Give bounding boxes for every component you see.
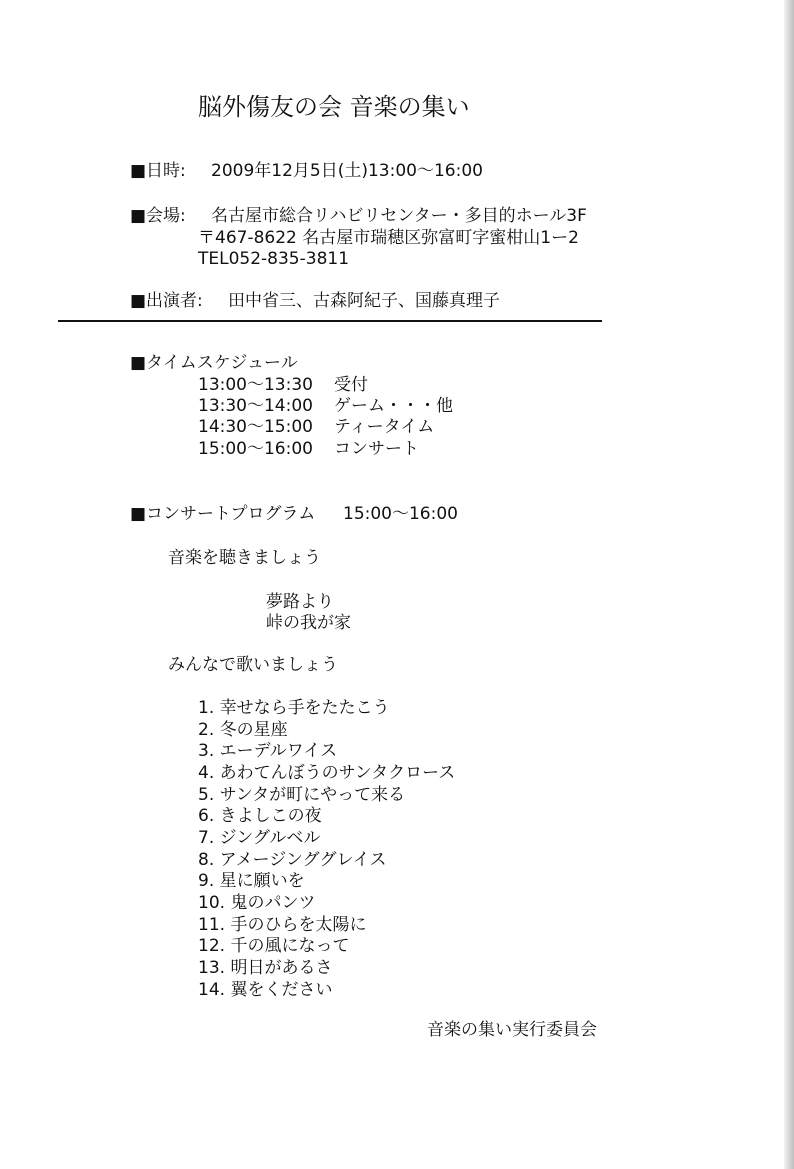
song-item: 5. サンタが町にやって来る: [198, 785, 406, 805]
datetime-label: ■日時:: [130, 161, 186, 181]
venue-tel: TEL052-835-3811: [198, 249, 350, 269]
venue-name: 名古屋市総合リハビリセンター・多目的ホール3F: [211, 206, 587, 226]
venue-label: ■会場:: [130, 206, 186, 226]
datetime-value: 2009年12月5日(土)13:00〜16:00: [211, 161, 483, 181]
song-item: 11. 手のひらを太陽に: [198, 915, 367, 935]
venue-address: 〒467-8622 名古屋市瑞穂区弥富町字蜜柑山1ー2: [198, 228, 579, 248]
listen-item: 峠の我が家: [266, 613, 351, 633]
schedule-event: 受付: [334, 375, 368, 395]
song-item: 6. きよしこの夜: [198, 806, 322, 826]
performers-value: 田中省三、古森阿紀子、国藤真理子: [228, 291, 500, 311]
schedule-time: 15:00〜16:00: [198, 439, 313, 459]
schedule-heading: ■タイムスケジュール: [130, 353, 298, 373]
song-item: 13. 明日があるさ: [198, 958, 333, 978]
song-item: 10. 鬼のパンツ: [198, 893, 316, 913]
schedule-time: 14:30〜15:00: [198, 417, 313, 437]
section-divider: [58, 320, 602, 322]
organizer-footer: 音楽の集い実行委員会: [427, 1020, 597, 1040]
schedule-time: 13:00〜13:30: [198, 375, 313, 395]
program-heading: ■コンサートプログラム: [130, 504, 316, 524]
listen-item: 夢路より: [266, 592, 334, 612]
page-title: 脳外傷友の会 音楽の集い: [198, 93, 470, 121]
song-item: 14. 翼をください: [198, 980, 333, 1000]
song-item: 8. アメージンググレイス: [198, 850, 387, 870]
sing-heading: みんなで歌いましょう: [168, 655, 338, 675]
schedule-event: ゲーム・・・他: [334, 396, 453, 416]
song-item: 9. 星に願いを: [198, 871, 305, 891]
song-item: 12. 千の風になって: [198, 936, 350, 956]
song-item: 3. エーデルワイス: [198, 741, 338, 761]
page-edge-shadow: [784, 0, 794, 1169]
schedule-event: ティータイム: [334, 417, 435, 437]
song-item: 1. 幸せなら手をたたこう: [198, 698, 390, 718]
song-item: 2. 冬の星座: [198, 720, 288, 740]
schedule-event: コンサート: [334, 439, 419, 459]
program-time: 15:00〜16:00: [343, 504, 458, 524]
schedule-time: 13:30〜14:00: [198, 396, 313, 416]
performers-label: ■出演者:: [130, 291, 203, 311]
song-item: 7. ジングルベル: [198, 828, 321, 848]
song-item: 4. あわてんぼうのサンタクロース: [198, 763, 456, 783]
listen-heading: 音楽を聴きましょう: [168, 548, 321, 568]
